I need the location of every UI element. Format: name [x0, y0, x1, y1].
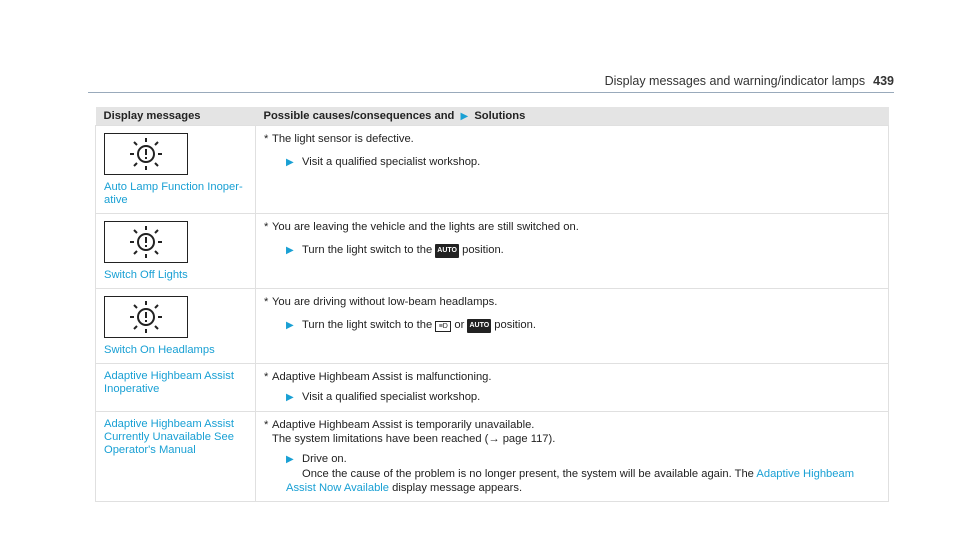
- auto-switch-icon: AUTO: [435, 244, 459, 258]
- solution-step: ▶ Turn the light switch to the AUTO position.: [286, 244, 504, 256]
- light-warning-icon: [104, 296, 188, 338]
- table-row: [96, 126, 889, 214]
- cause-text: * Adaptive Highbeam Assist is malfunctioning.: [264, 371, 492, 383]
- light-warning-icon: [104, 221, 188, 263]
- arrow-right-icon: ▶: [286, 454, 294, 465]
- page-number: 439: [873, 74, 894, 88]
- messages-table: [95, 107, 889, 502]
- table-row: [96, 412, 889, 502]
- light-warning-icon: [104, 133, 188, 175]
- table-row: [96, 289, 889, 364]
- cause-text: * The light sensor is defective.: [264, 133, 414, 145]
- display-message: Switch Off Lights: [104, 269, 188, 281]
- solution-step: ▶ Drive on. Once the cause of the problem is no longer present, the system will be available again. The Adaptive Highbeam Assist Now Available display message appears.: [286, 453, 855, 494]
- display-message: Auto Lamp Function Inoper-ative: [104, 181, 243, 206]
- arrow-right-icon: ▶: [286, 320, 294, 331]
- arrow-right-icon: ▶: [286, 392, 294, 403]
- solution-step: ▶ Turn the light switch to the ≡D or AUTO position.: [286, 319, 536, 331]
- cause-text: * Adaptive Highbeam Assist is temporarily unavailable.: [264, 419, 535, 431]
- low-beam-icon: ≡D: [435, 321, 451, 332]
- header-title: Display messages and warning/indicator lamps: [604, 74, 866, 88]
- col-header-messages: Display messages: [96, 107, 256, 126]
- auto-switch-icon: AUTO: [467, 319, 491, 333]
- solution-step: ▶ Visit a qualified specialist workshop.: [286, 156, 481, 168]
- cause-text: * You are leaving the vehicle and the lights are still switched on.: [264, 221, 579, 233]
- table-row: [96, 214, 889, 289]
- display-message: Adaptive Highbeam Assist Currently Unavailable See Operator's Manual: [104, 418, 234, 456]
- header-rule: [88, 92, 894, 93]
- arrow-right-icon: ▶: [286, 245, 294, 256]
- arrow-right-icon: ▶: [286, 157, 294, 168]
- solution-step: ▶ Visit a qualified specialist workshop.: [286, 391, 481, 403]
- page-header: [605, 74, 894, 88]
- message-reference: Adaptive Highbeam Assist Now Available: [286, 468, 855, 494]
- cause-text: * You are driving without low-beam headlamps.: [264, 296, 498, 308]
- table-row: [96, 364, 889, 412]
- arrow-right-icon: ▶: [460, 111, 469, 122]
- display-message: Switch On Headlamps: [104, 344, 215, 356]
- display-message: Adaptive Highbeam Assist Inoperative: [104, 370, 234, 395]
- cause-text: The system limitations have been reached (→ page 117).: [272, 433, 556, 445]
- col-header-causes: Possible causes/consequences and ▶ Solutions: [256, 107, 889, 126]
